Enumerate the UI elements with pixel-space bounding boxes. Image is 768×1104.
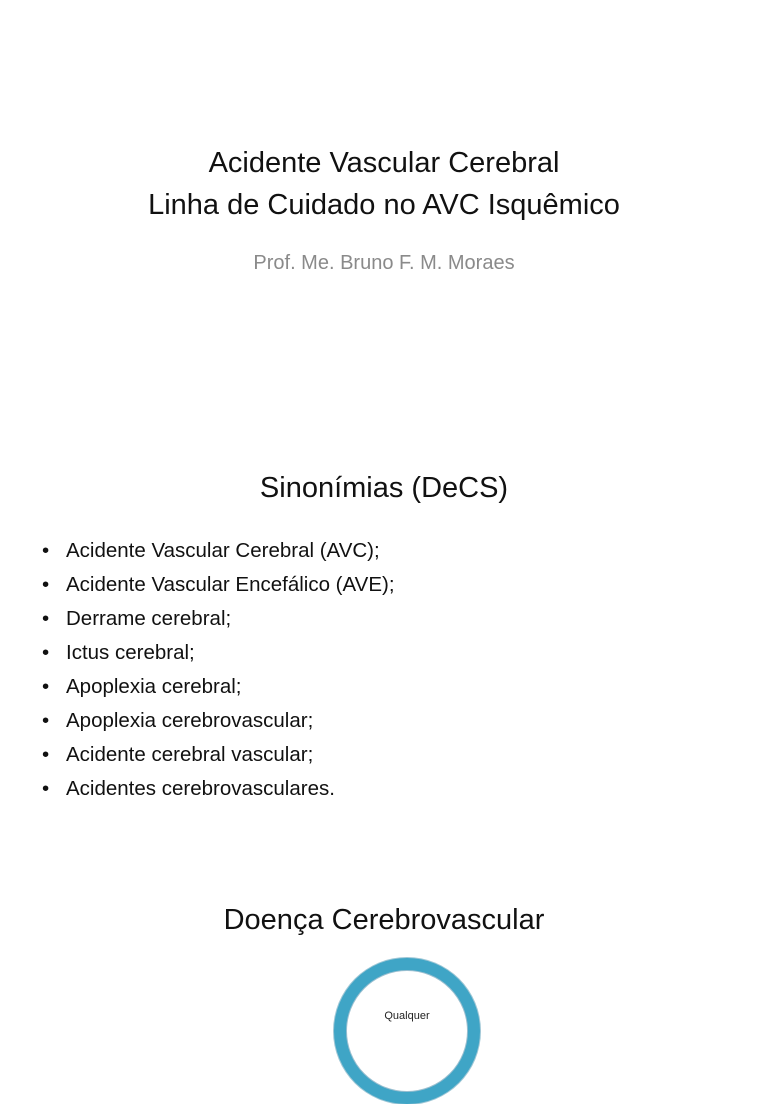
list-item: • Acidente Vascular Cerebral (AVC); xyxy=(42,534,395,568)
list-item: • Apoplexia cerebral; xyxy=(42,670,395,704)
cerebrovascular-slide xyxy=(0,870,768,1024)
bullet-icon: • xyxy=(42,539,50,562)
list-item: • Acidente Vascular Encefálico (AVE); xyxy=(42,568,395,602)
list-item: • Ictus cerebral; xyxy=(42,636,395,670)
presenter-name: Prof. Me. Bruno F. M. Moraes xyxy=(253,252,515,274)
circle-label: Qualquer xyxy=(384,1010,430,1022)
bullet-icon: • xyxy=(42,607,50,630)
list-item: • Derrame cerebral; xyxy=(42,602,395,636)
list-item: • Apoplexia cerebrovascular; xyxy=(42,704,395,738)
diagram-circle xyxy=(334,958,480,1104)
circle-center xyxy=(346,970,468,1092)
bullet-icon: • xyxy=(42,675,50,698)
cerebrovascular-title: Doença Cerebrovascular xyxy=(223,904,545,936)
bullet-icon: • xyxy=(42,641,50,664)
synonyms-list xyxy=(42,534,395,806)
title-line-2: Linha de Cuidado no AVC Isquêmico xyxy=(148,189,620,221)
list-item: • Acidentes cerebrovasculares. xyxy=(42,772,395,806)
bullet-icon: • xyxy=(42,709,50,732)
presentation-title xyxy=(0,142,768,226)
list-item: • Acidente cerebral vascular; xyxy=(42,738,395,772)
bullet-icon: • xyxy=(42,777,50,800)
title-line-1: Acidente Vascular Cerebral xyxy=(208,147,560,179)
synonyms-title: Sinonímias (DeCS) xyxy=(259,472,509,504)
synonyms-slide xyxy=(0,430,768,860)
bullet-icon: • xyxy=(42,743,50,766)
title-slide xyxy=(0,0,768,420)
bullet-icon: • xyxy=(42,573,50,596)
